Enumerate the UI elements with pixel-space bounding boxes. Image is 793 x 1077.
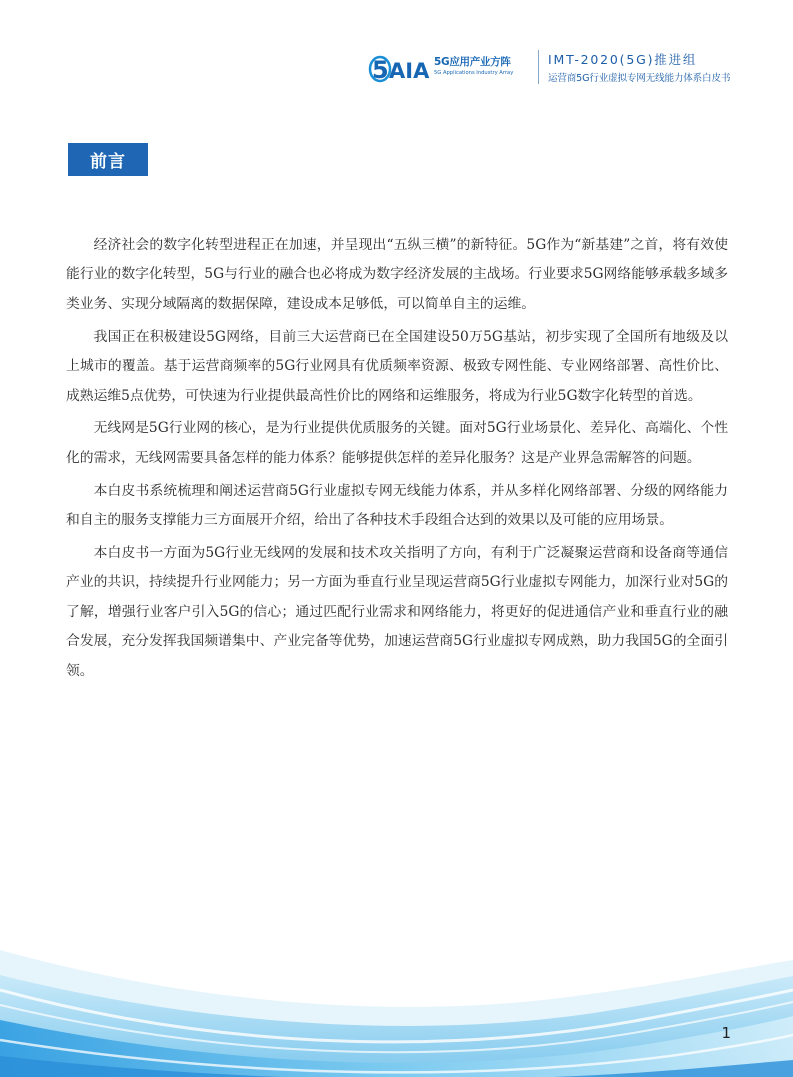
paragraph: 经济社会的数字化转型进程正在加速，并呈现出“五纵三横”的新特征。5G作为“新基建”之首，将有效使能行业的数字化转型，5G与行业的融合也必将成为数字经济发展的主战场。行业要求5G网络能够承载多域多类业务、实现分域隔离的数据保障，建设成本足够低，可以简单自主的运维。 xyxy=(66,237,728,312)
paragraph: 我国正在积极建设5G网络，目前三大运营商已在全国建设50万5G基站，初步实现了全国所有地级及以上城市的覆盖。基于运营商频率的5G行业网具有优质频率资源、极致专网性能、专业网络部署、高性价比、成熟运维5点优势，可快速为行业提供最高性价比的网络和运维服务，将成为行业5G数字化转型的首选。 xyxy=(66,328,728,404)
document-title: 运营商5G行业虚拟专网无线能力体系白皮书 xyxy=(548,73,731,84)
decorative-wave xyxy=(0,880,793,1077)
logo-chinese-name: 5G应用产业方阵 xyxy=(434,56,511,68)
paragraph: 无线网是5G行业网的核心，是为行业提供优质服务的关键。面对5G行业场景化、差异化、高端化、个性化的需求，无线网需要具备怎样的能力体系？能够提供怎样的差异化服务？这是产业界急需解答的问题。 xyxy=(66,420,728,466)
aia-logo xyxy=(368,48,538,88)
section-title: 前言 xyxy=(68,143,148,176)
svg-text:AIA: AIA xyxy=(389,59,430,83)
svg-text:5: 5 xyxy=(372,56,389,84)
page-number: 1 xyxy=(721,1024,731,1042)
paragraph: 本白皮书一方面为5G行业无线网的发展和技术攻关指明了方向，有利于广泛凝聚运营商和设备商等通信产业的共识，持续提升行业网能力；另一方面为垂直行业呈现运营商5G行业虚拟专网能力，加深行业对5G的了解，增强行业客户引入5G的信心；通过匹配行业需求和网络能力，将更好的促进通信产业和垂直行业的融合发展，充分发挥我国频谱集中、产业完备等优势，加速运营商5G行业虚拟专网成熟，助力我国5G的全面引领。 xyxy=(66,545,728,679)
header-divider xyxy=(538,50,539,84)
logo-english-name: 5G Applications Industry Array xyxy=(434,70,514,76)
body-text xyxy=(66,231,728,690)
org-name: IMT-2020(5G)推进组 xyxy=(548,52,698,67)
paragraph: 本白皮书系统梳理和阐述运营商5G行业虚拟专网无线能力体系，并从多样化网络部署、分级的网络能力和自主的服务支撑能力三方面展开介绍，给出了各种技术手段组合达到的效果以及可能的应用场景。 xyxy=(66,482,728,529)
aia-logo-mark xyxy=(368,48,432,88)
page-header xyxy=(368,46,731,90)
